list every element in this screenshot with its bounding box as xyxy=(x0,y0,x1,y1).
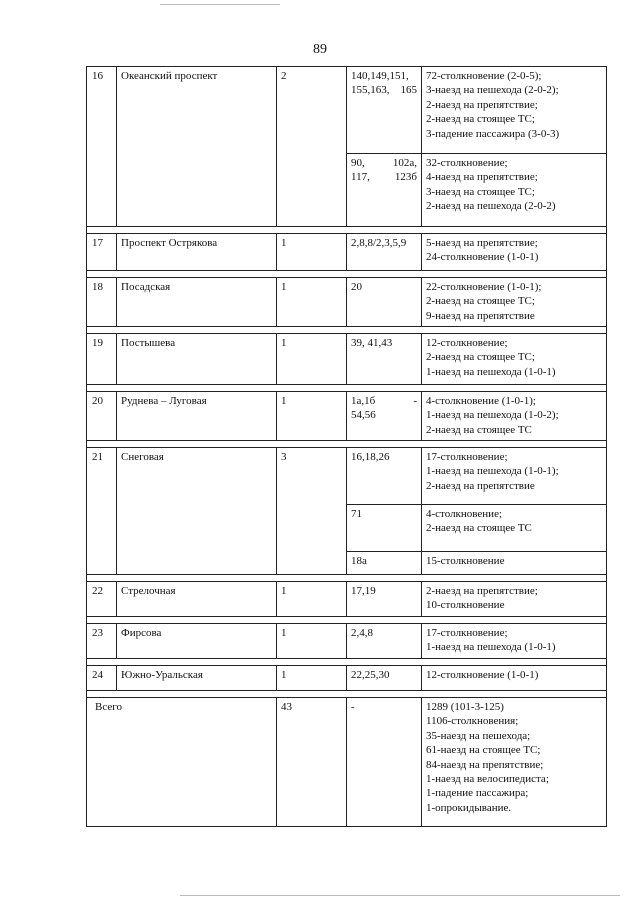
section-count: 1 xyxy=(277,582,347,617)
scan-artifact-bottom xyxy=(180,895,620,896)
table-row xyxy=(87,582,607,617)
address-line: 2,4,8 xyxy=(351,627,373,639)
description-line: 1-наезд на пешехода (1-0-1) xyxy=(426,365,556,378)
description-line: 22-столкновение (1-0-1); xyxy=(426,281,542,293)
description-line: 3-наезд на пешехода (2-0-2); xyxy=(426,84,559,97)
description-line: 4-столкновение; xyxy=(426,508,503,520)
address-cell xyxy=(347,278,422,327)
address-cell xyxy=(347,392,422,441)
table-row xyxy=(87,334,607,385)
total-description-line: 84-наезд на препятствие; xyxy=(426,758,544,771)
address-cell xyxy=(347,582,422,617)
description-line: 4-столкновение (1-0-1); xyxy=(426,395,536,407)
address-line: 17,19 xyxy=(351,585,376,597)
address-line: 140,149,151, xyxy=(351,70,409,82)
row-spacer-cell xyxy=(87,327,607,334)
row-spacer-cell xyxy=(87,385,607,392)
description-line: 72-столкновение (2-0-5); xyxy=(426,70,542,82)
row-number: 22 xyxy=(87,582,117,617)
street-name: Стрелочная xyxy=(117,582,277,617)
description-line: 3-падение пассажира (3-0-3) xyxy=(426,127,560,140)
section-count: 1 xyxy=(277,392,347,441)
address-cell xyxy=(347,154,422,227)
row-spacer-cell xyxy=(87,659,607,666)
row-spacer xyxy=(87,659,607,666)
description-line: 9-наезд на препятствие xyxy=(426,309,535,322)
row-spacer-cell xyxy=(87,227,607,234)
scan-artifact-top xyxy=(160,4,280,5)
table-row xyxy=(87,624,607,659)
description-line: 4-наезд на препятствие; xyxy=(426,171,538,184)
table-row xyxy=(87,234,607,271)
row-spacer xyxy=(87,575,607,582)
description-line: 2-наезд на препятствие xyxy=(426,479,535,492)
section-count: 1 xyxy=(277,278,347,327)
address-cell xyxy=(347,552,422,575)
table-row xyxy=(87,666,607,691)
description-line: 2-наезд на пешехода (2-0-2) xyxy=(426,200,556,213)
address-line: 155,163, 165 xyxy=(351,84,417,97)
page-number: 89 xyxy=(313,42,327,57)
row-spacer xyxy=(87,327,607,334)
address-cell xyxy=(347,448,422,505)
row-spacer xyxy=(87,617,607,624)
description-line: 2-наезд на препятствие; xyxy=(426,585,538,597)
total-label: Всего xyxy=(87,698,277,827)
address-line: 20 xyxy=(351,281,362,293)
street-name: Снеговая xyxy=(117,448,277,575)
row-spacer xyxy=(87,385,607,392)
description-line: 2-наезд на стоящее ТС xyxy=(426,522,532,535)
row-number: 18 xyxy=(87,278,117,327)
row-number: 19 xyxy=(87,334,117,385)
accident-description xyxy=(422,666,607,691)
accident-description xyxy=(422,67,607,154)
table-row xyxy=(87,278,607,327)
description-line: 17-столкновение; xyxy=(426,451,508,463)
row-spacer xyxy=(87,691,607,698)
total-description-line: 35-наезд на пешехода; xyxy=(426,729,531,742)
description-line: 12-столкновение; xyxy=(426,337,508,349)
total-description-line: 61-наезд на стоящее ТС; xyxy=(426,744,541,757)
address-cell xyxy=(347,234,422,271)
description-line: 2-наезд на стоящее ТС; xyxy=(426,351,535,364)
accident-description xyxy=(422,624,607,659)
address-cell xyxy=(347,67,422,154)
section-count: 1 xyxy=(277,234,347,271)
description-line: 12-столкновение (1-0-1) xyxy=(426,669,539,681)
address-line: 16,18,26 xyxy=(351,451,390,463)
description-line: 2-наезд на стоящее ТС xyxy=(426,423,532,436)
row-spacer-cell xyxy=(87,271,607,278)
address-cell xyxy=(347,666,422,691)
description-line: 17-столкновение; xyxy=(426,627,508,639)
address-line: 39, 41,43 xyxy=(351,337,393,349)
table-row xyxy=(87,67,607,154)
description-line: 5-наезд на препятствие; xyxy=(426,237,538,249)
row-number: 16 xyxy=(87,67,117,227)
row-number: 17 xyxy=(87,234,117,271)
accident-description xyxy=(422,154,607,227)
row-number: 20 xyxy=(87,392,117,441)
address-cell xyxy=(347,505,422,552)
address-line: 1а,1б - xyxy=(351,395,417,407)
section-count: 3 xyxy=(277,448,347,575)
accident-description xyxy=(422,392,607,441)
total-address: - xyxy=(347,698,422,827)
description-line: 32-столкновение; xyxy=(426,157,508,169)
address-line: 54,56 xyxy=(351,409,376,422)
description-line: 3-наезд на стоящее ТС; xyxy=(426,185,535,198)
description-line: 2-наезд на стоящее ТС; xyxy=(426,295,535,308)
accident-description xyxy=(422,448,607,505)
address-line: 18а xyxy=(351,555,367,567)
street-name: Фирсова xyxy=(117,624,277,659)
row-spacer-cell xyxy=(87,691,607,698)
table-row xyxy=(87,448,607,505)
section-count: 1 xyxy=(277,666,347,691)
description-line: 15-столкновение xyxy=(426,555,505,567)
street-name: Постышева xyxy=(117,334,277,385)
address-cell xyxy=(347,624,422,659)
row-number: 21 xyxy=(87,448,117,575)
row-spacer-cell xyxy=(87,617,607,624)
section-count: 1 xyxy=(277,624,347,659)
accident-description xyxy=(422,552,607,575)
row-spacer-cell xyxy=(87,441,607,448)
address-line: 90, 102а, xyxy=(351,157,417,169)
description-line: 2-наезд на стоящее ТС; xyxy=(426,113,535,126)
total-description-line: 1-падение пассажира; xyxy=(426,787,529,800)
accident-description xyxy=(422,334,607,385)
street-name: Океанский проспект xyxy=(117,67,277,227)
address-line: 71 xyxy=(351,508,362,520)
address-line: 22,25,30 xyxy=(351,669,390,681)
description-line: 10-столкновение xyxy=(426,599,505,612)
street-name: Южно-Уральская xyxy=(117,666,277,691)
row-spacer xyxy=(87,441,607,448)
description-line: 1-наезд на пешехода (1-0-2); xyxy=(426,409,559,422)
total-row xyxy=(87,698,607,827)
row-spacer xyxy=(87,227,607,234)
accident-description xyxy=(422,234,607,271)
row-spacer xyxy=(87,271,607,278)
street-name: Посадская xyxy=(117,278,277,327)
accident-description xyxy=(422,582,607,617)
row-spacer-cell xyxy=(87,575,607,582)
address-cell xyxy=(347,334,422,385)
address-line: 117, 123б xyxy=(351,171,417,184)
total-description xyxy=(422,698,607,827)
total-description-line: 1289 (101-3-125) xyxy=(426,701,504,713)
table-row xyxy=(87,392,607,441)
section-count: 1 xyxy=(277,334,347,385)
description-line: 2-наезд на препятствие; xyxy=(426,98,538,111)
section-count: 2 xyxy=(277,67,347,227)
description-line: 1-наезд на пешехода (1-0-1) xyxy=(426,641,556,654)
street-name: Руднева – Луговая xyxy=(117,392,277,441)
total-description-line: 1106-столкновения; xyxy=(426,715,519,728)
accident-description xyxy=(422,505,607,552)
total-description-line: 1-опрокидывание. xyxy=(426,801,512,814)
accident-description xyxy=(422,278,607,327)
description-line: 1-наезд на пешехода (1-0-1); xyxy=(426,465,559,478)
description-line: 24-столкновение (1-0-1) xyxy=(426,251,539,264)
accident-table xyxy=(86,66,607,827)
row-number: 23 xyxy=(87,624,117,659)
address-line: 2,8,8/2,3,5,9 xyxy=(351,237,407,249)
street-name: Проспект Острякова xyxy=(117,234,277,271)
total-description-line: 1-наезд на велосипедиста; xyxy=(426,773,549,786)
total-count: 43 xyxy=(277,698,347,827)
row-number: 24 xyxy=(87,666,117,691)
